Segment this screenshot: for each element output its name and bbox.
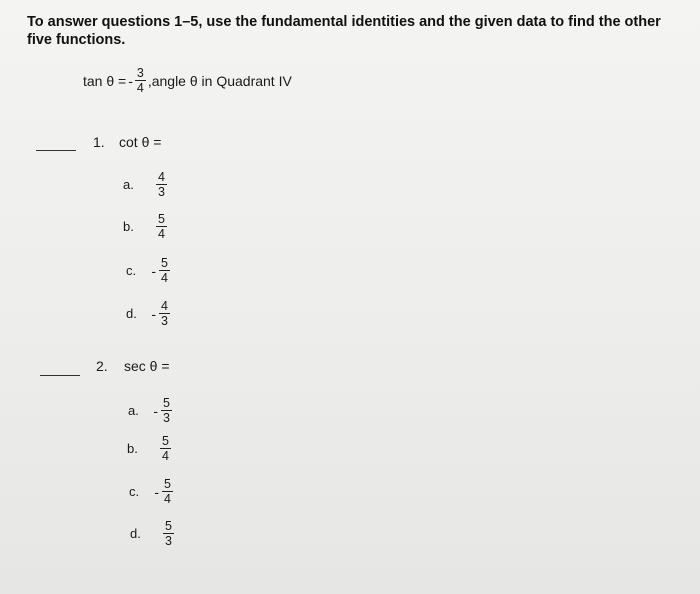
denominator: 4 — [162, 449, 169, 463]
choice-option[interactable] — [127, 434, 173, 463]
denominator: 4 — [164, 492, 171, 506]
numerator: 5 — [164, 477, 171, 491]
question-text: sec θ = — [124, 358, 170, 374]
choice-fraction — [159, 299, 170, 328]
given-fraction — [135, 66, 146, 95]
denominator: 3 — [165, 534, 172, 548]
choice-letter: c. — [126, 263, 137, 278]
choice-option[interactable] — [123, 212, 169, 241]
choice-fraction — [159, 256, 170, 285]
given-rest: ,angle θ in Quadrant IV — [147, 72, 292, 89]
choice-letter: d. — [130, 526, 141, 541]
denominator: 3 — [161, 314, 168, 328]
numerator: 4 — [161, 299, 168, 313]
choice-option[interactable] — [128, 396, 174, 425]
given-lhs: tan θ = — [83, 72, 127, 89]
given-data — [83, 66, 292, 95]
denominator: 4 — [161, 271, 168, 285]
answer-blank-q2[interactable] — [40, 375, 80, 376]
choice-fraction — [156, 170, 167, 199]
denominator: 3 — [158, 185, 165, 199]
choice-fraction — [160, 434, 171, 463]
choice-option[interactable] — [126, 256, 172, 285]
choice-sign: - — [151, 305, 156, 322]
choice-letter: a. — [123, 177, 134, 192]
choice-option[interactable] — [123, 170, 169, 199]
choice-sign: - — [151, 262, 156, 279]
choice-option[interactable] — [130, 519, 176, 548]
numerator: 4 — [158, 170, 165, 184]
numerator: 5 — [163, 396, 170, 410]
numerator: 5 — [161, 256, 168, 270]
choice-letter: d. — [126, 306, 137, 321]
given-denominator: 4 — [136, 81, 144, 95]
choice-letter: c. — [129, 484, 140, 499]
choice-option[interactable] — [129, 477, 175, 506]
question-number: 1. — [93, 134, 105, 150]
choice-fraction — [162, 477, 173, 506]
choice-fraction — [156, 212, 167, 241]
answer-blank-q1[interactable] — [36, 150, 76, 151]
choice-sign: - — [153, 402, 158, 419]
given-sign: - — [128, 72, 133, 89]
choice-sign: - — [154, 483, 159, 500]
denominator: 4 — [158, 227, 165, 241]
question-number: 2. — [96, 358, 108, 374]
denominator: 3 — [163, 411, 170, 425]
choice-letter: a. — [128, 403, 139, 418]
choice-letter: b. — [123, 219, 134, 234]
question-text: cot θ = — [119, 134, 162, 150]
choice-fraction — [161, 396, 172, 425]
instructions: To answer questions 1–5, use the fundamental identities and the given data to find the other five functions. — [27, 14, 661, 48]
numerator: 5 — [165, 519, 172, 533]
choice-fraction — [163, 519, 174, 548]
numerator: 5 — [158, 212, 165, 226]
choice-option[interactable] — [126, 299, 172, 328]
numerator: 5 — [162, 434, 169, 448]
choice-letter: b. — [127, 441, 138, 456]
given-numerator: 3 — [136, 66, 144, 80]
